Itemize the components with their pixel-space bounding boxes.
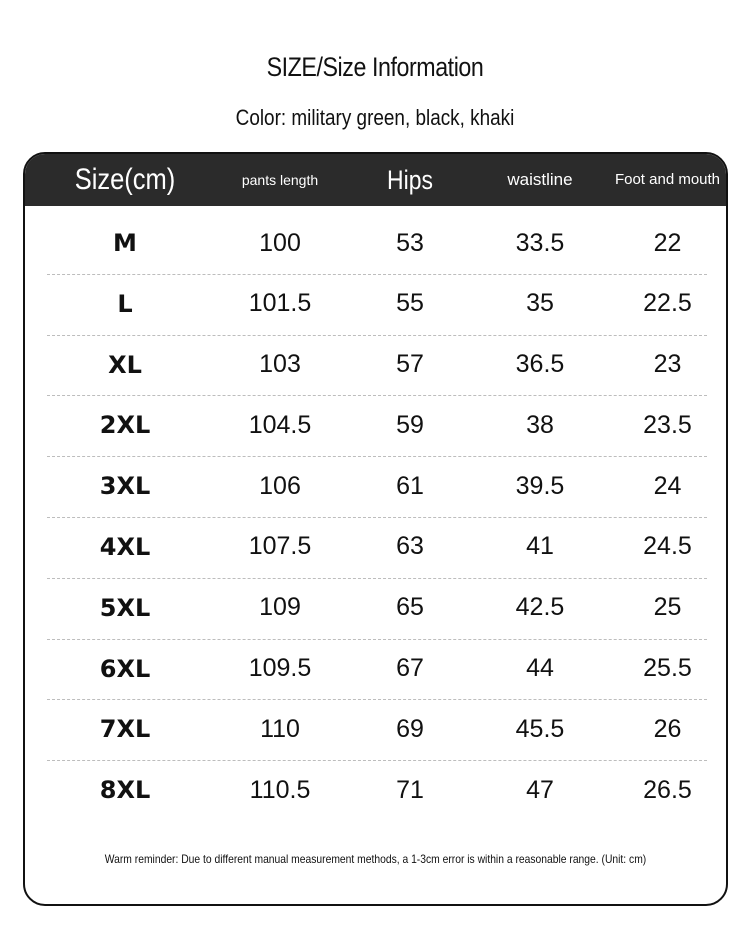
cell-waistline: 45.5 [515,714,565,743]
cell-waistline: 36.5 [515,350,565,379]
table-row [25,213,726,274]
color-subtitle: Color: military green, black, khaki [235,105,515,130]
cell-foot-and-mouth: 25.5 [643,654,692,683]
table-body [25,213,726,821]
cell-pants-length: 109 [259,593,301,622]
cell-waistline: 41 [526,532,554,561]
measurement-note: Warm reminder: Due to different manual measurement methods, a 1-3cm error is within a reasonable range. (Unit: cm) [104,852,647,866]
cell-pants-length: 110 [260,714,300,743]
cell-hips: 63 [396,532,424,561]
table-row [25,274,726,335]
cell-size: 3XL [99,472,151,501]
cell-pants-length: 103 [259,350,301,379]
cell-waistline: 39.5 [515,471,565,500]
table-row [25,639,726,700]
cell-foot-and-mouth: 23 [653,350,682,379]
cell-foot-and-mouth: 24 [653,471,682,500]
table-row [25,578,726,639]
cell-pants-length: 109.5 [248,654,312,683]
cell-hips: 65 [396,593,424,622]
cell-size: XL [108,350,142,379]
cell-waistline: 38 [526,410,554,439]
cell-foot-and-mouth: 26.5 [643,775,692,804]
cell-size: 7XL [99,715,151,744]
cell-hips: 53 [396,228,424,257]
header-foot-and-mouth: Foot and mouth [614,171,721,188]
cell-foot-and-mouth: 22 [653,228,682,257]
cell-hips: 69 [396,714,424,743]
cell-hips: 55 [396,289,424,318]
table-row [25,760,726,821]
cell-hips: 61 [396,471,424,500]
table-row [25,517,726,578]
cell-pants-length: 101.5 [248,289,312,318]
header-pants-length: pants length [241,172,319,188]
cell-pants-length: 107.5 [248,532,312,561]
cell-hips: 67 [396,654,424,683]
cell-size: 6XL [99,654,151,683]
page-title: SIZE/Size Information [266,52,484,82]
cell-size: 2XL [99,411,151,440]
table-header [25,154,726,206]
cell-foot-and-mouth: 24.5 [643,532,692,561]
table-row [25,456,726,517]
cell-foot-and-mouth: 25 [653,593,682,622]
cell-foot-and-mouth: 23.5 [643,410,692,439]
table-row [25,335,726,396]
size-chart-card [23,152,728,906]
cell-pants-length: 100 [259,228,301,257]
cell-size: 5XL [99,593,151,622]
cell-waistline: 35 [526,289,554,318]
cell-waistline: 44 [526,654,554,683]
cell-waistline: 47 [526,775,554,804]
cell-size: L [117,289,133,318]
table-row [25,395,726,456]
header-hips: Hips [387,164,433,195]
cell-hips: 71 [396,775,424,804]
cell-size: 4XL [99,532,151,561]
cell-size: M [113,229,137,257]
cell-pants-length: 110.5 [249,775,311,804]
cell-hips: 57 [396,350,424,379]
cell-waistline: 42.5 [515,593,565,622]
cell-foot-and-mouth: 22.5 [643,289,692,318]
cell-pants-length: 104.5 [248,410,312,439]
cell-waistline: 33.5 [515,228,565,257]
cell-foot-and-mouth: 26 [653,714,682,743]
header-waistline: waistline [507,170,573,189]
table-row [25,699,726,760]
cell-size: 8XL [99,776,151,805]
cell-hips: 59 [396,410,424,439]
cell-pants-length: 106 [259,471,301,500]
header-size: Size(cm) [74,163,176,196]
